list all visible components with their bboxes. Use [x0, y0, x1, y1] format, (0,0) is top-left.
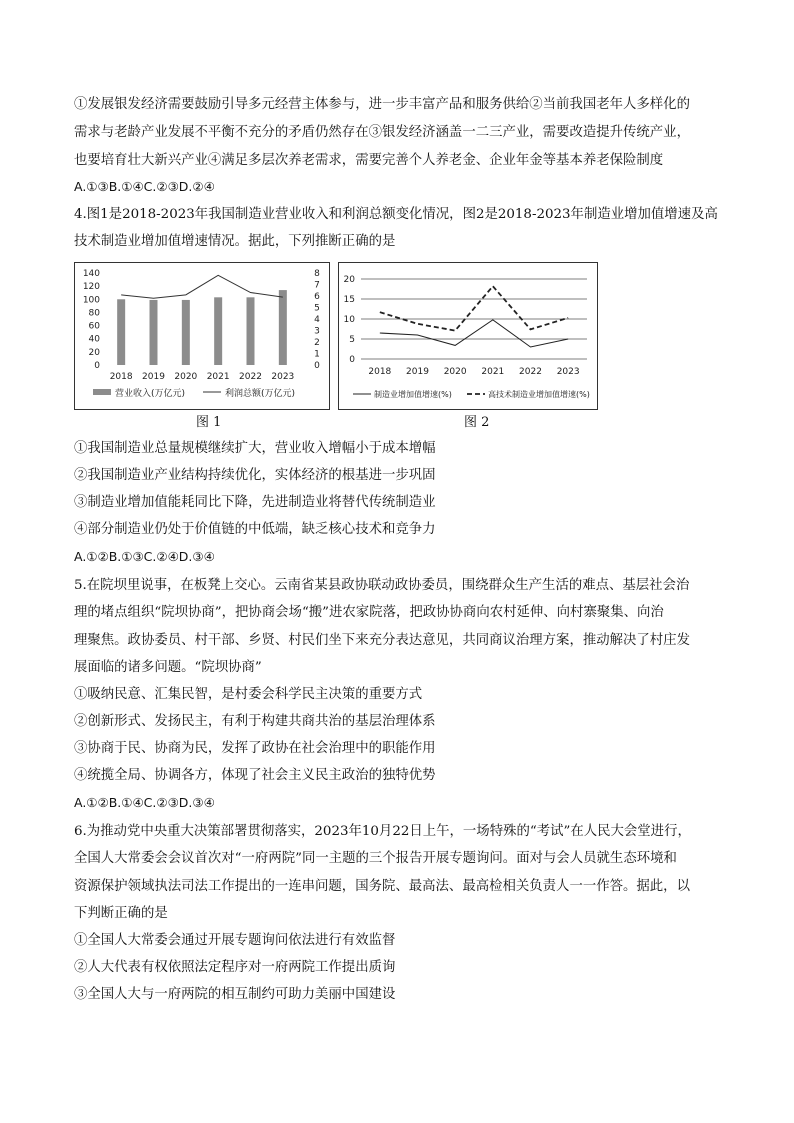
x-tick-label: 2021 [481, 367, 505, 377]
y2-tick-label: 4 [314, 315, 320, 325]
profit-line [121, 275, 283, 298]
y-tick-label: 0 [94, 361, 100, 371]
y-tick-label: 120 [82, 282, 100, 293]
bar [150, 300, 158, 365]
question-6-stem: 6.为推动党中央重大决策部署贯彻落实，2023年10月22日上午，一场特殊的“考试”在人民大会堂进行， [74, 824, 691, 839]
option-line: ②人大代表有权依照法定程序对一府两院工作提出质询 [74, 960, 396, 975]
figure-2-chart [338, 262, 598, 410]
y-tick-label: 0 [349, 355, 355, 365]
y2-tick-label: 6 [314, 292, 320, 302]
y2-tick-label: 7 [314, 280, 320, 291]
legend-swatch-bar [93, 389, 111, 395]
y2-tick-label: 2 [314, 338, 320, 348]
option-line: ①全国人大常委会通过开展专题询问依法进行有效监督 [74, 933, 396, 948]
question-5-stem: 理聚焦。政协委员、村干部、乡贤、村民们坐下来充分表达意见，共同商议治理方案，推动解决了村庄发 [74, 633, 690, 648]
y-tick-label: 15 [343, 295, 355, 305]
answer-options: A.①③B.①④C.②③D.②④ [74, 179, 215, 194]
y2-tick-label: 8 [314, 269, 320, 279]
question-5-stem: 5.在院坝里说事，在板凳上交心。云南省某县政协联动政协委员，围绕群众生产生活的难点、基层社会治 [74, 578, 690, 593]
manufacturing-growth-line [380, 320, 568, 347]
x-tick-label: 2020 [174, 372, 198, 382]
bar [214, 297, 222, 365]
option-line: ④统揽全局、协调各方，体现了社会主义民主政治的独特优势 [74, 768, 436, 783]
figure-1-svg [75, 263, 329, 409]
y2-tick-label: 3 [314, 326, 320, 337]
question-5-stem: 理的堵点组织“院坝协商”，把协商会场“搬”进农家院落，把政协协商向农村延伸、向村寨聚集、向治 [74, 605, 664, 620]
x-tick-label: 2020 [443, 367, 467, 377]
y-tick-label: 10 [343, 315, 355, 325]
question-6-stem: 全国人大常委会会议首次对“一府两院”同一主题的三个报告开展专题询问。面对与会人员就生态环境和 [74, 851, 677, 866]
bar [247, 297, 255, 365]
x-tick-label: 2022 [519, 367, 542, 377]
legend-label: 营业收入(万亿元) [115, 389, 186, 399]
option-line: ④部分制造业仍处于价值链的中低端，缺乏核心技术和竞争力 [74, 522, 436, 537]
answer-options: A.①②B.①③C.②④D.③④ [74, 549, 215, 564]
x-tick-label: 2022 [239, 372, 262, 382]
question-4-stem: 技术制造业增加值增速情况。据此，下列推断正确的是 [74, 234, 396, 249]
y2-tick-label: 5 [314, 303, 320, 314]
y-tick-label: 40 [88, 334, 100, 345]
text-line: 需求与老龄产业发展不平衡不充分的矛盾仍然存在③银发经济涵盖一二三产业，需要改造提升传统产业， [74, 125, 690, 140]
legend-label: 高技术制造业增加值增速(%) [488, 390, 590, 399]
question-6-stem: 资源保护领域执法司法工作提出的一连串问题，国务院、最高法、最高检相关负责人一一作答。据此，以 [74, 879, 690, 894]
option-line: ②我国制造业产业结构持续优化，实体经济的根基进一步巩固 [74, 468, 436, 483]
option-line: ②创新形式、发扬民主，有利于构建共商共治的基层治理体系 [74, 714, 436, 729]
option-line: ③协商于民、协商为民，发挥了政协在社会治理中的职能作用 [74, 741, 436, 756]
bar [279, 290, 287, 365]
x-tick-label: 2021 [206, 372, 230, 382]
legend-label: 利润总额(万亿元) [225, 389, 296, 399]
question-5-stem: 展面临的诸多问题。“院坝协商” [74, 660, 262, 675]
x-tick-label: 2023 [271, 372, 295, 382]
figure-2-caption: 图 2 [464, 415, 490, 430]
option-line: ①我国制造业总量规模继续扩大，营业收入增幅小于成本增幅 [74, 441, 436, 456]
x-tick-label: 2018 [109, 372, 133, 382]
text-line: 也要培育壮大新兴产业④满足多层次养老需求，需要完善个人养老金、企业年金等基本养老保险制度 [74, 153, 664, 168]
y-tick-label: 20 [343, 275, 355, 285]
y-tick-label: 20 [88, 347, 100, 358]
y-tick-label: 60 [88, 321, 100, 332]
figure-1-chart [74, 262, 330, 410]
option-line: ③制造业增加值能耗同比下降，先进制造业将替代传统制造业 [74, 495, 436, 510]
legend-label: 制造业增加值增速(%) [374, 390, 452, 399]
y-tick-label: 80 [88, 308, 100, 319]
x-tick-label: 2019 [406, 367, 429, 377]
bar [117, 299, 125, 365]
y-tick-label: 100 [82, 295, 100, 306]
answer-options: A.①②B.①④C.②③D.③④ [74, 795, 215, 810]
text-line: ①发展银发经济需要鼓励引导多元经营主体参与，进一步丰富产品和服务供给②当前我国老年人多样化的 [74, 97, 690, 112]
y2-tick-label: 0 [314, 361, 320, 371]
bar [182, 300, 190, 365]
x-tick-label: 2019 [142, 372, 165, 382]
figure-2-svg [339, 263, 597, 409]
question-4-stem: 4.图1是2018-2023年我国制造业营业收入和利润总额变化情况，图2是2018-2023年制造业增加值增速及高 [74, 207, 718, 222]
question-6-stem: 下判断正确的是 [74, 906, 168, 921]
x-tick-label: 2023 [556, 367, 580, 377]
option-line: ③全国人大与一府两院的相互制约可助力美丽中国建设 [74, 987, 396, 1002]
y-tick-label: 5 [349, 335, 355, 345]
y2-tick-label: 1 [314, 349, 320, 360]
hightech-growth-line [380, 286, 568, 330]
figure-1-caption: 图 1 [196, 415, 222, 430]
x-tick-label: 2018 [368, 367, 392, 377]
y-tick-label: 140 [82, 269, 100, 279]
option-line: ①吸纳民意、汇集民智，是村委会科学民主决策的重要方式 [74, 687, 423, 702]
